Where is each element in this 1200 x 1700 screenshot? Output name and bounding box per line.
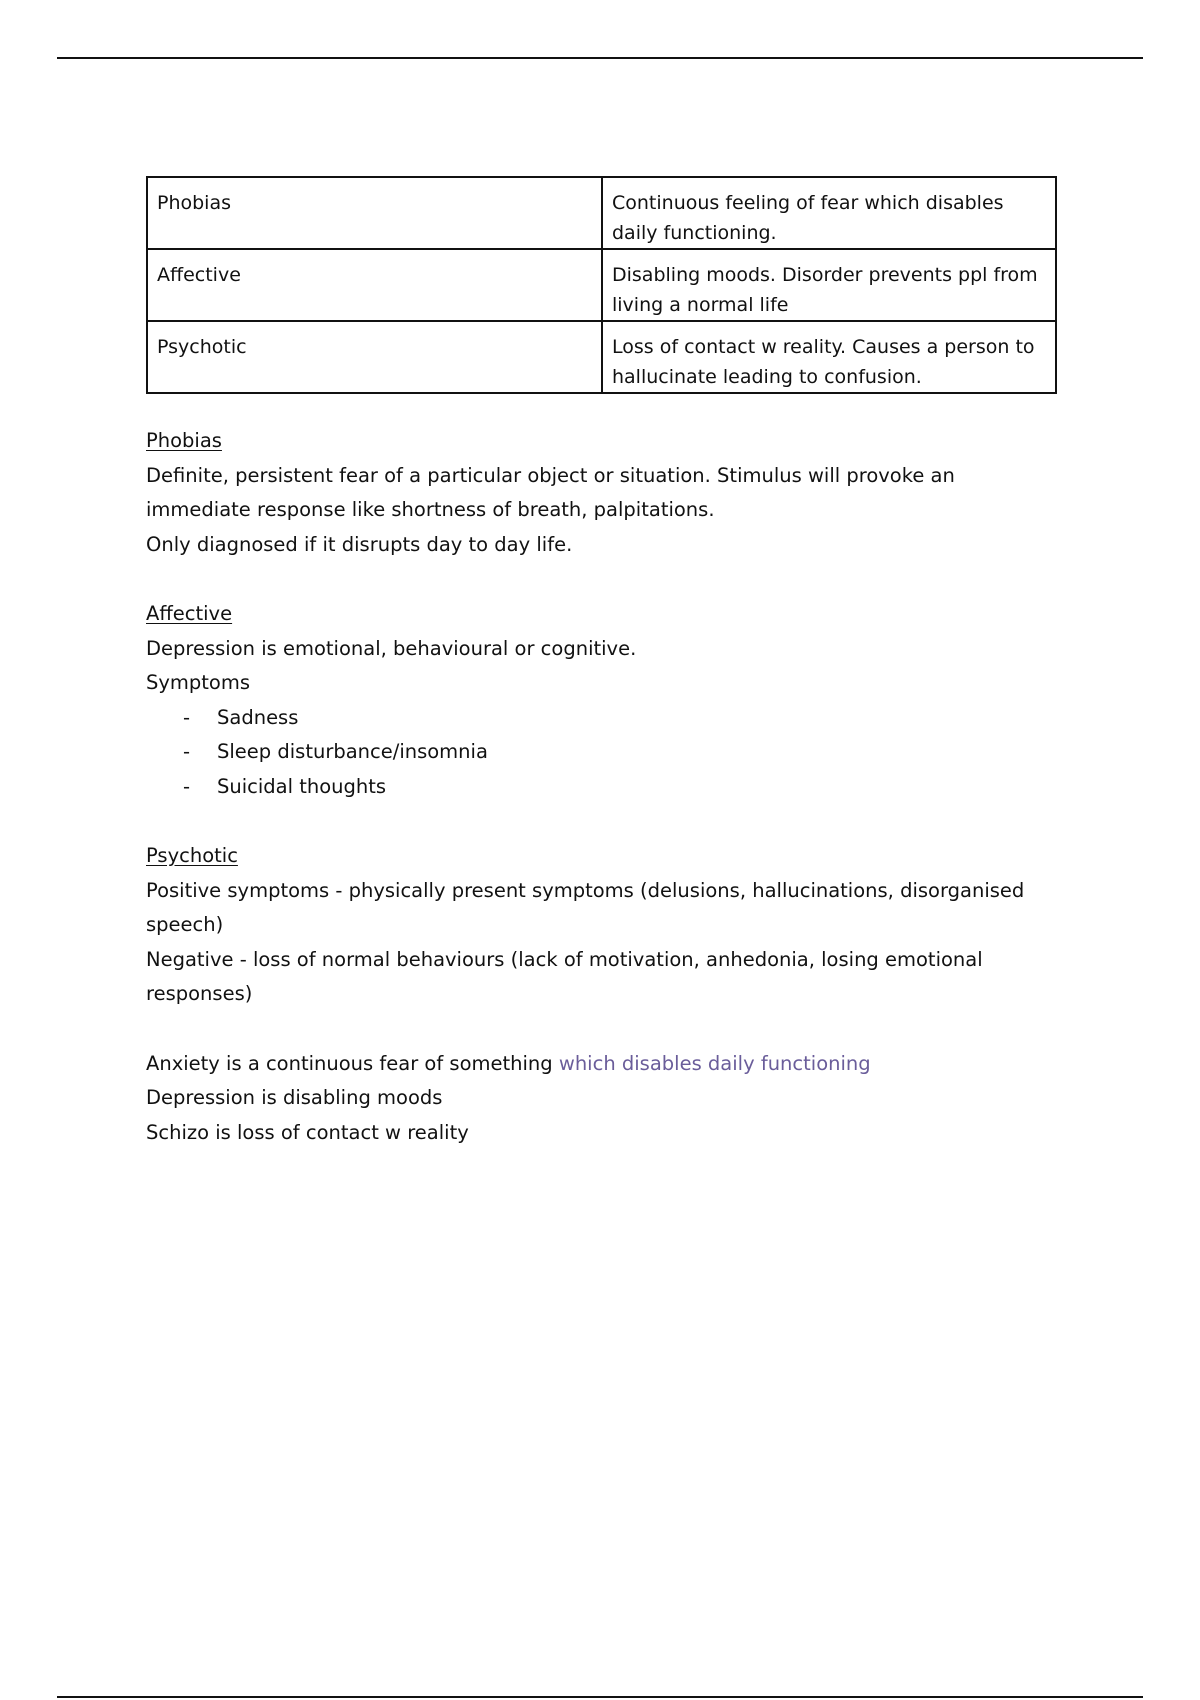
list-item — [146, 770, 1056, 805]
table-row — [147, 321, 1056, 393]
table-cell-term: Psychotic — [147, 321, 602, 393]
phobias-diagnosis-note: Only diagnosed if it disrupts day to day life. — [146, 532, 573, 556]
summary-section — [146, 1047, 1056, 1151]
table-cell-definition: Disabling moods. Disorder prevents ppl from living a normal life — [602, 249, 1056, 321]
psychotic-section — [146, 839, 1056, 1012]
dash-bullet-icon: - — [183, 705, 191, 729]
table-cell-term: Phobias — [147, 177, 602, 249]
phobias-heading: Phobias — [146, 429, 222, 452]
disorders-table — [146, 176, 1057, 394]
table-cell-definition: Continuous feeling of fear which disables daily functioning. — [602, 177, 1056, 249]
dash-bullet-icon: - — [183, 774, 191, 798]
symptoms-label: Symptoms — [146, 671, 251, 694]
list-item — [146, 701, 1056, 736]
negative-symptoms-text: Negative - loss of normal behaviours (lack of motivation, anhedonia, losing emotional responses) — [146, 947, 983, 1005]
positive-symptoms-text: Positive symptoms - physically present symptoms (delusions, hallucinations, disorganised speech) — [146, 878, 1025, 936]
document-page — [146, 176, 1056, 1150]
anxiety-summary-highlight: which disables daily functioning — [558, 1051, 871, 1075]
table-cell-definition: Loss of contact w reality. Causes a person to hallucinate leading to confusion. — [602, 321, 1056, 393]
dash-bullet-icon: - — [183, 740, 191, 763]
bottom-rule — [57, 1696, 1143, 1698]
symptoms-list — [146, 701, 1056, 805]
symptom-text: Sadness — [217, 705, 299, 729]
schizo-summary: Schizo is loss of contact w reality — [146, 1120, 469, 1144]
symptom-text: Sleep disturbance/insomnia — [217, 740, 488, 763]
table-cell-term: Affective — [147, 249, 602, 321]
affective-heading: Affective — [146, 602, 233, 625]
depression-summary: Depression is disabling moods — [146, 1086, 443, 1109]
phobias-description: Definite, persistent fear of a particular object or situation. Stimulus will provoke an immediate response like shortness of breath, palpitations. — [146, 463, 955, 521]
anxiety-summary — [146, 1047, 1056, 1082]
anxiety-summary-prefix: Anxiety is a continuous fear of something — [146, 1051, 559, 1075]
affective-description: Depression is emotional, behavioural or cognitive. — [146, 636, 637, 660]
table-row — [147, 177, 1056, 249]
phobias-section — [146, 424, 1056, 562]
top-rule — [57, 57, 1143, 59]
psychotic-heading: Psychotic — [146, 844, 238, 867]
symptom-text: Suicidal thoughts — [217, 774, 387, 798]
table-row — [147, 249, 1056, 321]
list-item — [146, 735, 1056, 770]
affective-section — [146, 597, 1056, 804]
